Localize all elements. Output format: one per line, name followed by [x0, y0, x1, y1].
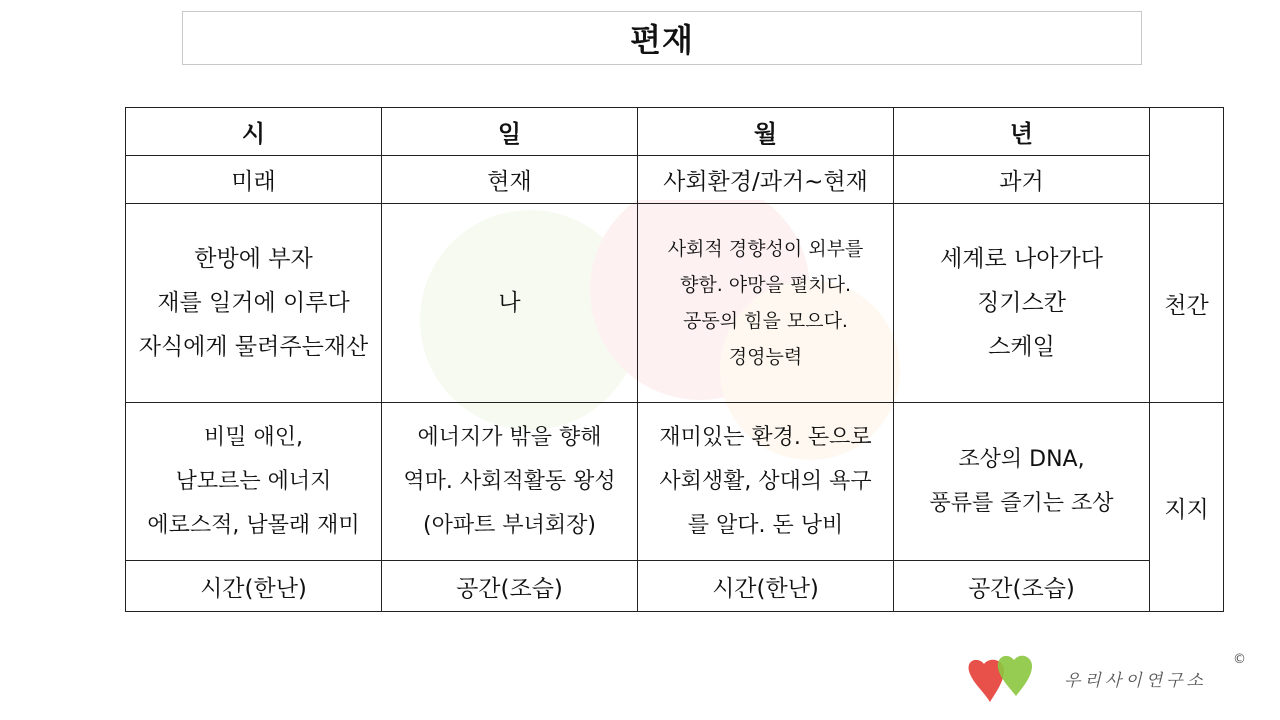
- col-header-il: 일: [382, 108, 638, 156]
- cell-line: 역마. 사회적활동 왕성: [403, 468, 616, 494]
- cheongan-cell-il: [382, 204, 638, 403]
- cell-line: 징기스칸: [977, 290, 1066, 316]
- cell-line: 비밀 애인,: [204, 424, 303, 450]
- jiji-cell-nyeon: [894, 403, 1150, 561]
- cell-line: 조상의 DNA,: [958, 446, 1085, 472]
- space-time-row: [126, 561, 1224, 612]
- cell-line: 풍류를 즐기는 조상: [929, 490, 1114, 516]
- time-cell: 미래: [126, 156, 382, 204]
- cell-line: 를 알다. 돈 낭비: [687, 512, 844, 538]
- cell-line: 향함. 야망을 펼치다.: [680, 274, 851, 296]
- brand-name: 우리사이연구소: [1064, 670, 1207, 691]
- cell-line: 에너지가 밖을 향해: [417, 424, 602, 450]
- time-row: [126, 156, 1224, 204]
- col-header-si: 시: [126, 108, 382, 156]
- cheongan-cell-wol: [638, 204, 894, 403]
- cell-line: (아파트 부녀회장): [423, 512, 596, 538]
- copyright-mark: ©: [1233, 652, 1246, 667]
- cell-line: 나: [498, 290, 521, 316]
- time-cell: 사회환경/과거~현재: [638, 156, 894, 204]
- cell-line: 사회생활, 상대의 욕구: [659, 468, 872, 494]
- cell-line: 경영능력: [728, 346, 803, 368]
- cell-line: 재를 일거에 이루다: [157, 290, 350, 316]
- cell-line: 스케일: [988, 334, 1055, 360]
- cell-line: 한방에 부자: [194, 246, 313, 272]
- jiji-cell-wol: [638, 403, 894, 561]
- title-box: [182, 11, 1142, 65]
- space-time-cell: 시간(한난): [638, 561, 894, 612]
- time-cell: 현재: [382, 156, 638, 204]
- jiji-row: [126, 403, 1224, 561]
- cell-line: 재미있는 환경. 돈으로: [659, 424, 872, 450]
- col-header-wol: 월: [638, 108, 894, 156]
- jiji-cell-il: [382, 403, 638, 561]
- cheongan-row: [126, 204, 1224, 403]
- cell-line: 사회적 경향성이 외부를: [667, 238, 864, 260]
- time-cell: 과거: [894, 156, 1150, 204]
- jiji-label: 지지: [1150, 403, 1224, 612]
- side-header-blank: [1150, 108, 1224, 204]
- cell-line: 남모르는 에너지: [175, 468, 332, 494]
- cell-line: 자식에게 물려주는재산: [138, 334, 369, 360]
- two-hearts-logo-icon: [966, 650, 1036, 706]
- pillar-table: [125, 107, 1224, 612]
- brand-logo: [966, 650, 1207, 706]
- cell-line: 공동의 힘을 모으다.: [683, 310, 848, 332]
- col-header-nyeon: 년: [894, 108, 1150, 156]
- cheongan-label: 천간: [1150, 204, 1224, 403]
- space-time-cell: 공간(조습): [894, 561, 1150, 612]
- cell-line: 세계로 나아가다: [940, 246, 1103, 272]
- cheongan-cell-nyeon: [894, 204, 1150, 403]
- space-time-cell: 공간(조습): [382, 561, 638, 612]
- jiji-cell-si: [126, 403, 382, 561]
- cell-line: 에로스적, 남몰래 재미: [147, 512, 360, 538]
- space-time-cell: 시간(한난): [126, 561, 382, 612]
- cheongan-cell-si: [126, 204, 382, 403]
- header-row: [126, 108, 1224, 156]
- page-title: 편재: [630, 21, 694, 59]
